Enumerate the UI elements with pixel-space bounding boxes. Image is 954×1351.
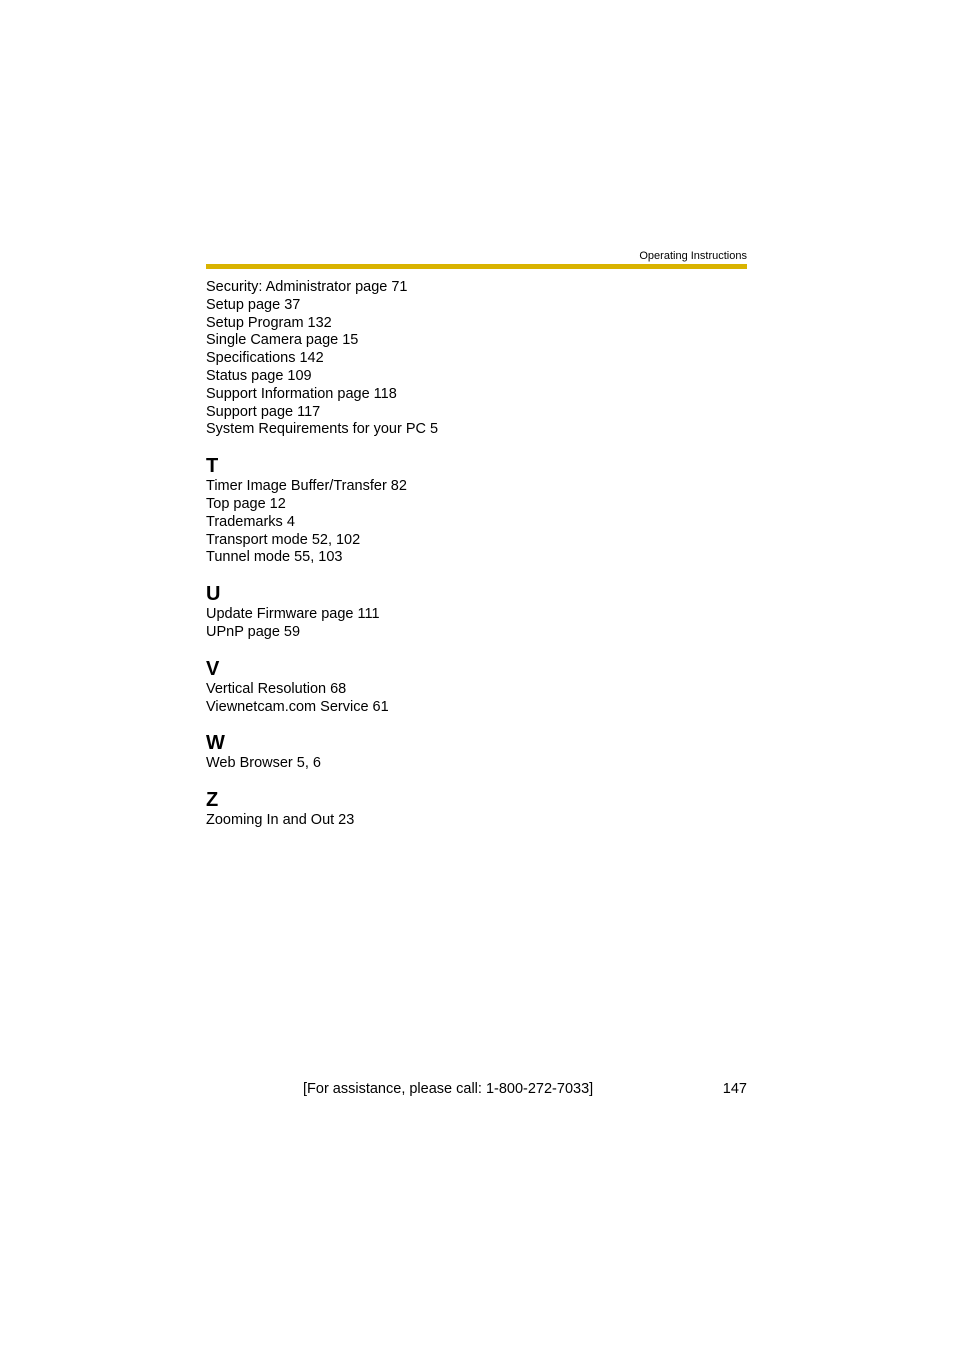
index-entry — [206, 315, 746, 333]
index-entry — [206, 297, 746, 315]
index-group-z — [206, 789, 746, 830]
index-entry — [206, 368, 746, 386]
footer-assistance: [For assistance, please call: 1-800-272-7033] — [303, 1081, 594, 1097]
entry-pages: 82 — [390, 478, 407, 495]
index-entry — [206, 624, 746, 642]
entry-pages: 5 — [430, 421, 439, 438]
entry-pages: 117 — [297, 403, 321, 420]
entry-pages: 4 — [286, 513, 295, 530]
index-entry — [206, 755, 746, 773]
entry-term: Setup page — [206, 296, 281, 313]
index-entry — [206, 350, 746, 368]
entry-pages: 118 — [373, 385, 397, 402]
index-column — [206, 279, 746, 830]
entry-pages: 15 — [342, 332, 359, 349]
entry-term: Timer Image Buffer/Transfer — [206, 478, 387, 495]
page-number: 147 — [722, 1081, 747, 1097]
entry-pages: 109 — [287, 367, 312, 384]
entry-pages: 37 — [284, 296, 301, 313]
index-continued-group — [206, 279, 746, 439]
index-entry — [206, 332, 746, 350]
header-rule — [206, 264, 747, 269]
entry-pages: 142 — [299, 350, 324, 367]
index-entry — [206, 549, 746, 567]
entry-term: Vertical Resolution — [206, 680, 327, 697]
entry-pages: 132 — [307, 314, 332, 331]
entry-pages: 71 — [391, 279, 408, 295]
index-entry — [206, 404, 746, 422]
entry-term: Web Browser — [206, 755, 293, 772]
entry-pages: 61 — [372, 698, 389, 715]
group-letter: V — [206, 657, 220, 680]
entry-term: Viewnetcam.com Service — [206, 698, 369, 715]
entry-pages: 23 — [338, 812, 355, 829]
entry-pages: 12 — [269, 495, 286, 512]
entry-term: Update Firmware page — [206, 606, 354, 623]
entry-term: Single Camera page — [206, 332, 339, 349]
entry-term: Transport mode — [206, 531, 308, 548]
index-entry — [206, 279, 746, 297]
index-entry — [206, 699, 746, 717]
entry-term: Specifications — [206, 350, 296, 367]
index-entry — [206, 478, 746, 496]
index-entry — [206, 514, 746, 532]
index-entry — [206, 681, 746, 699]
entry-pages: 5, 6 — [296, 755, 321, 772]
index-entry — [206, 606, 746, 624]
group-letter: T — [206, 455, 219, 478]
index-entry — [206, 421, 746, 439]
entry-term: Support Information page — [206, 385, 370, 402]
entry-pages: 55, 103 — [294, 549, 343, 566]
index-group-v — [206, 658, 746, 717]
index-entry — [206, 812, 746, 830]
entry-pages: 68 — [330, 680, 347, 697]
index-entry — [206, 496, 746, 514]
index-entry — [206, 532, 746, 550]
entry-term: Zooming In and Out — [206, 812, 335, 829]
entry-term: Support page — [206, 403, 294, 420]
index-group-w — [206, 732, 746, 773]
header-title: Operating Instructions — [639, 250, 747, 262]
entry-term: Status page — [206, 367, 284, 384]
entry-pages: 52, 102 — [311, 531, 361, 548]
entry-term: Tunnel mode — [206, 549, 291, 566]
index-entry — [206, 386, 746, 404]
entry-pages: 59 — [283, 623, 301, 640]
index-group-u — [206, 583, 746, 642]
entry-term: System Requirements for your PC — [206, 421, 426, 438]
entry-term: Top page — [206, 495, 266, 512]
entry-term: Trademarks — [206, 513, 283, 530]
group-letter: W — [206, 732, 225, 755]
entry-pages: 111 — [357, 606, 380, 623]
entry-term: Security: Administrator page — [206, 279, 388, 295]
index-group-t — [206, 455, 746, 567]
entry-term: Setup Program — [206, 314, 304, 331]
group-letter: U — [206, 583, 221, 606]
group-letter: Z — [206, 789, 219, 812]
entry-term: UPnP page — [206, 623, 280, 640]
